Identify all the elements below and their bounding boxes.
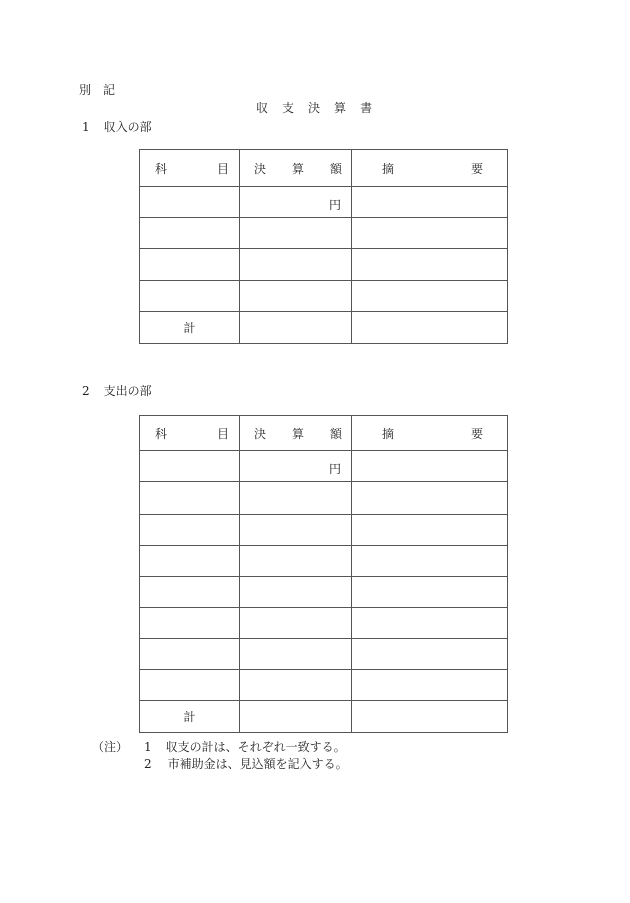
- note-number: 2: [144, 757, 152, 771]
- amount-cell[interactable]: [240, 218, 352, 249]
- remarks-cell[interactable]: [352, 670, 508, 701]
- title-char: 書: [360, 101, 373, 115]
- title-char: 支: [282, 101, 295, 115]
- total-label: 計: [140, 701, 240, 733]
- total-row: [140, 701, 508, 733]
- header-char: 額: [329, 161, 342, 176]
- header-char: 摘: [382, 426, 395, 441]
- total-amount-cell[interactable]: [240, 312, 352, 344]
- remarks-cell[interactable]: [352, 451, 508, 482]
- note-text: 市補助金は、見込額を記入する。: [167, 757, 348, 771]
- header-char: 要: [470, 426, 483, 441]
- header-char: 額: [329, 426, 342, 441]
- item-cell[interactable]: [140, 639, 240, 670]
- remarks-cell[interactable]: [352, 608, 508, 639]
- remarks-cell[interactable]: [352, 187, 508, 218]
- yen-unit: 円: [328, 198, 341, 212]
- remarks-cell[interactable]: [352, 218, 508, 249]
- amount-cell[interactable]: [240, 281, 352, 312]
- header-char: 目: [216, 426, 229, 441]
- item-cell[interactable]: [140, 218, 240, 249]
- item-cell[interactable]: [140, 451, 240, 482]
- amount-cell[interactable]: [240, 670, 352, 701]
- table-header-row: [140, 416, 508, 451]
- header-char: 目: [216, 161, 229, 176]
- table-row: [140, 218, 508, 249]
- document-title: [256, 99, 372, 116]
- income-section-heading: [82, 118, 152, 135]
- remarks-cell[interactable]: [352, 515, 508, 546]
- remarks-cell[interactable]: [352, 639, 508, 670]
- amount-cell[interactable]: [240, 187, 352, 218]
- header-char: 決: [254, 161, 267, 176]
- item-cell[interactable]: [140, 577, 240, 608]
- income-table: [139, 149, 508, 344]
- header-remarks: [352, 150, 508, 187]
- total-remarks-cell[interactable]: [352, 312, 508, 344]
- amount-cell[interactable]: [240, 451, 352, 482]
- header-amount: [240, 150, 352, 187]
- item-cell[interactable]: [140, 482, 240, 515]
- title-char: 決: [308, 101, 321, 115]
- table-row: [140, 515, 508, 546]
- amount-cell[interactable]: [240, 546, 352, 577]
- total-row: [140, 312, 508, 344]
- amount-cell[interactable]: [240, 608, 352, 639]
- amount-cell[interactable]: [240, 249, 352, 281]
- table-row: [140, 639, 508, 670]
- item-cell[interactable]: [140, 546, 240, 577]
- title-char: 収: [256, 101, 269, 115]
- table-row: [140, 249, 508, 281]
- header-char: 科: [155, 426, 168, 441]
- remarks-cell[interactable]: [352, 249, 508, 281]
- total-amount-cell[interactable]: [240, 701, 352, 733]
- header-char: 科: [155, 161, 168, 176]
- table-row: [140, 281, 508, 312]
- header-char: 決: [254, 426, 267, 441]
- item-cell[interactable]: [140, 515, 240, 546]
- remarks-cell[interactable]: [352, 281, 508, 312]
- item-cell[interactable]: [140, 608, 240, 639]
- header-char: 要: [470, 161, 483, 176]
- table-row: [140, 670, 508, 701]
- annex-label-char: 別: [79, 83, 92, 97]
- annex-label-char: 記: [103, 83, 116, 97]
- header-char: 摘: [382, 161, 395, 176]
- remarks-cell[interactable]: [352, 546, 508, 577]
- amount-cell[interactable]: [240, 639, 352, 670]
- amount-cell[interactable]: [240, 515, 352, 546]
- expense-section-heading: [82, 382, 152, 399]
- item-cell[interactable]: [140, 249, 240, 281]
- remarks-cell[interactable]: [352, 577, 508, 608]
- item-cell[interactable]: [140, 281, 240, 312]
- annex-label: [79, 81, 115, 98]
- note-item: [144, 738, 346, 755]
- header-remarks: [352, 416, 508, 451]
- header-item: [140, 416, 240, 451]
- amount-cell[interactable]: [240, 482, 352, 515]
- section-title: 支出の部: [103, 384, 152, 398]
- header-amount: [240, 416, 352, 451]
- total-remarks-cell[interactable]: [352, 701, 508, 733]
- table-row: [140, 577, 508, 608]
- section-number: 1: [82, 120, 90, 134]
- table-row: [140, 546, 508, 577]
- yen-unit: 円: [328, 462, 341, 476]
- header-item: [140, 150, 240, 187]
- table-row: [140, 187, 508, 218]
- table-row: [140, 482, 508, 515]
- remarks-cell[interactable]: [352, 482, 508, 515]
- note-number: 1: [144, 740, 152, 754]
- header-char: 算: [291, 426, 304, 441]
- note-text: 収支の計は、それぞれ一致する。: [165, 740, 346, 754]
- amount-cell[interactable]: [240, 577, 352, 608]
- section-title: 収入の部: [103, 120, 152, 134]
- item-cell[interactable]: [140, 187, 240, 218]
- note-item: [144, 755, 348, 772]
- notes-label: （注）: [92, 740, 129, 754]
- total-label: 計: [140, 312, 240, 344]
- header-char: 算: [291, 161, 304, 176]
- title-char: 算: [334, 101, 347, 115]
- table-row: [140, 451, 508, 482]
- table-row: [140, 608, 508, 639]
- table-header-row: [140, 150, 508, 187]
- item-cell[interactable]: [140, 670, 240, 701]
- expense-table: [139, 415, 508, 733]
- section-number: 2: [82, 384, 90, 398]
